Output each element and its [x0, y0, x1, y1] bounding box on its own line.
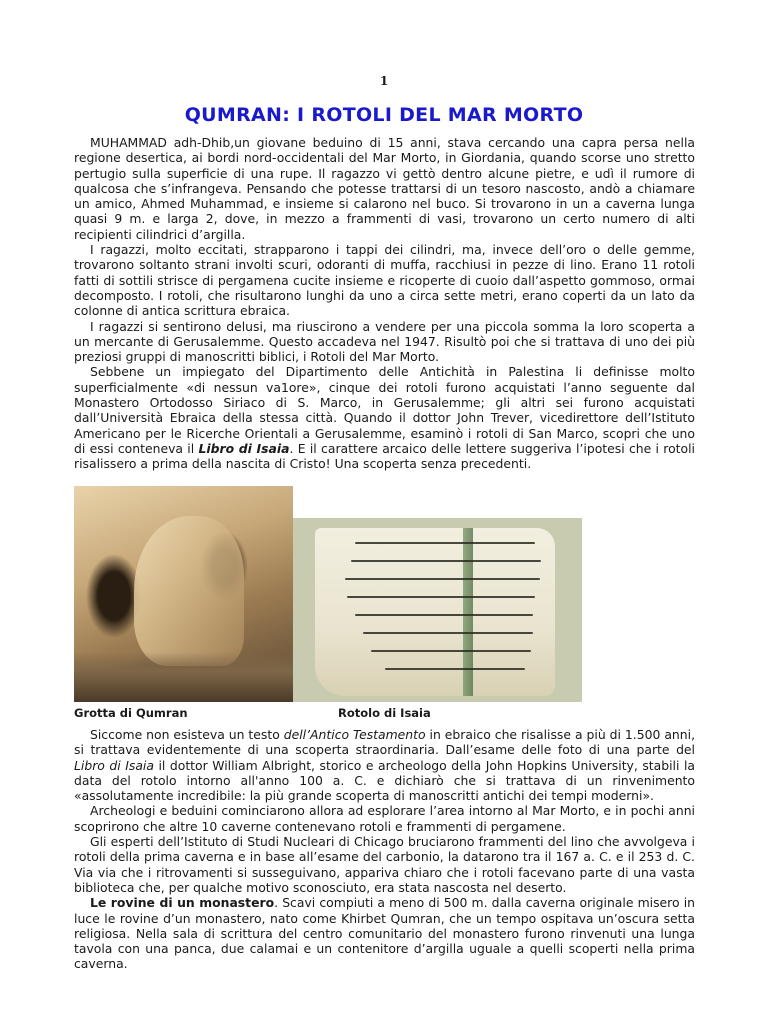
scroll-seam	[463, 528, 473, 696]
book-isaiah-emphasis: Libro di Isaia	[198, 440, 290, 456]
scroll-script-line	[385, 668, 525, 670]
paragraph-carbon: Gli esperti dell’Istituto di Studi Nucleari di Chicago bruciarono frammenti del lino che avvolgeva i rotoli della prima caverna e in base all’esame del carbonio, la datarono tra il 167 a. C. e il 253 d. C. Via via che i ritrovamenti si susseguivano, appariva chiaro che i rotoli facevano parte di una vasta biblioteca che, per qualche motivo sconosciuto, era stata nascosta nel deserto.	[74, 834, 695, 895]
paragraph-acquisition	[74, 364, 695, 471]
scroll-parchment	[315, 528, 555, 696]
scroll-caption: Rotolo di Isaia	[338, 706, 431, 720]
paragraph-dating-text: Siccome non esisteva un testo	[90, 727, 284, 742]
paragraph-discovery: MUHAMMAD adh-Dhib,un giovane beduino di 15 anni, stava cercando una capra persa nella regione desertica, ai bordi nord-occidentali del Mar Morto, in Giordania, quando scorse uno stretto pertugio sulla superficie di una rupe. Il ragazzo vi gettò dentro alcune pietre, e udì il rumore di qualcosa che s’infrangeva. Pensando che potesse trattarsi di un tesoro nascosto, andò a chiamare un amico, Ahmed Muhammad, e insieme si calarono nel buco. Si trovarono in un a caverna lunga quasi 9 m. e larga 2, dove, in mezzo a frammenti di vasi, trovarono un certo numero di alti recipienti cilindrici d’argilla.	[74, 135, 695, 242]
scroll-script-line	[347, 596, 535, 598]
paragraph-acquisition-tail: . E il carattere arcaico delle lettere suggeriva l’ipotesi che i rotoli risalissero a prima della nascita di Cristo! Una scoperta senza precedenti.	[74, 440, 695, 472]
scroll-photo	[293, 518, 582, 702]
scroll-script-line	[351, 560, 541, 562]
paragraph-dating-tail: il dottor William Albright, storico e archeologo della John Hopkins University, stabili la data del rotolo intorno all'anno 100 a. C. e dichiarò che si trattava di un rinvenimento «assolutamente incredibile: la più grande scoperta di manoscritti antichi dei tempi moderni».	[74, 757, 695, 804]
paragraph-acquisition-text: Sebbene un impiegato del Dipartimento delle Antichità in Palestina li definisse molto superficialmente «di nessun va1ore», cinque dei rotoli furono acquistati l’anno seguente dal Monastero Ortodosso Siriaco di S. Marco, in Gerusalemme; gli altri sei furono acquistati dall’Università Ebraica della stessa città. Quando il dottor John Trever, vicedirettore dell’Istituto Americano per le Ricerche Orientali a Gerusalemme, esaminò i rotoli di San Marco, scopri che uno di essi conteneva il	[74, 364, 695, 456]
paragraph-cylinders: I ragazzi, molto eccitati, strapparono i tappi dei cilindri, ma, invece dell’oro o delle gemme, trovarono soltanto strani involti scuri, odoranti di muffa, racchiusi in pezze di lino. Erano 11 rotoli fatti di sottili strisce di pergamena cucite insieme e ricoperte di cuoio dall’aspetto gommoso, ormai decomposto. I rotoli, che risultarono lunghi da uno a circa sette metri, erano coperti da un lato da colonne di antica scrittura ebraica.	[74, 242, 695, 319]
paragraph-monastery	[74, 895, 695, 971]
page-number: 1	[379, 74, 389, 88]
old-testament-emphasis: dell’Antico Testamento	[283, 727, 426, 742]
text-block-top	[74, 135, 695, 472]
cave-photo	[74, 486, 293, 702]
text-block-bottom	[74, 727, 695, 972]
monastery-heading: Le rovine di un monastero	[90, 895, 275, 911]
paragraph-exploration: Archeologi e beduini cominciarono allora ad esplorare l’area intorno al Mar Morto, e in pochi anni scoprirono che altre 10 caverne contenevano rotoli e frammenti di pergamene.	[74, 803, 695, 834]
scroll-script-line	[371, 650, 531, 652]
cave-caption: Grotta di Qumran	[74, 706, 188, 720]
scroll-script-line	[345, 578, 540, 580]
paragraph-dating	[74, 727, 695, 803]
scroll-script-line	[355, 542, 535, 544]
scroll-script-line	[355, 614, 533, 616]
paragraph-monastery-text: . Scavi compiuti a meno di 500 m. dalla caverna originale misero in luce le rovine d’un monastero, nato come Khirbet Qumran, che un tempo ospitava un’oscura setta religiosa. Nella sala di scrittura del centro comunitario del monastero furono rinvenuti una lunga tavola con una panca, due calamai e un contenitore d’argilla uguale a quelli scoperti nella prima caverna.	[74, 895, 695, 972]
paragraph-sale: I ragazzi si sentirono delusi, ma riuscirono a vendere per una piccola somma la loro scoperta a un mercante di Gerusalemme. Questo accadeva nel 1947. Risultò poi che si trattava di uno dei più preziosi gruppi di manoscritti biblici, i Rotoli del Mar Morto.	[74, 318, 695, 365]
paragraph-dating-mid: in ebraico che risalisse a più di 1.500 anni, si trattava evidentemente di una scoperta straordinaria. Dall’esame delle foto di una parte del	[74, 727, 696, 758]
document-title: QUMRAN: I ROTOLI DEL MAR MORTO	[184, 104, 584, 126]
figures-row	[74, 486, 584, 718]
book-isaiah-emphasis-2: Libro di Isaia	[74, 757, 154, 773]
scroll-script-line	[363, 632, 533, 634]
